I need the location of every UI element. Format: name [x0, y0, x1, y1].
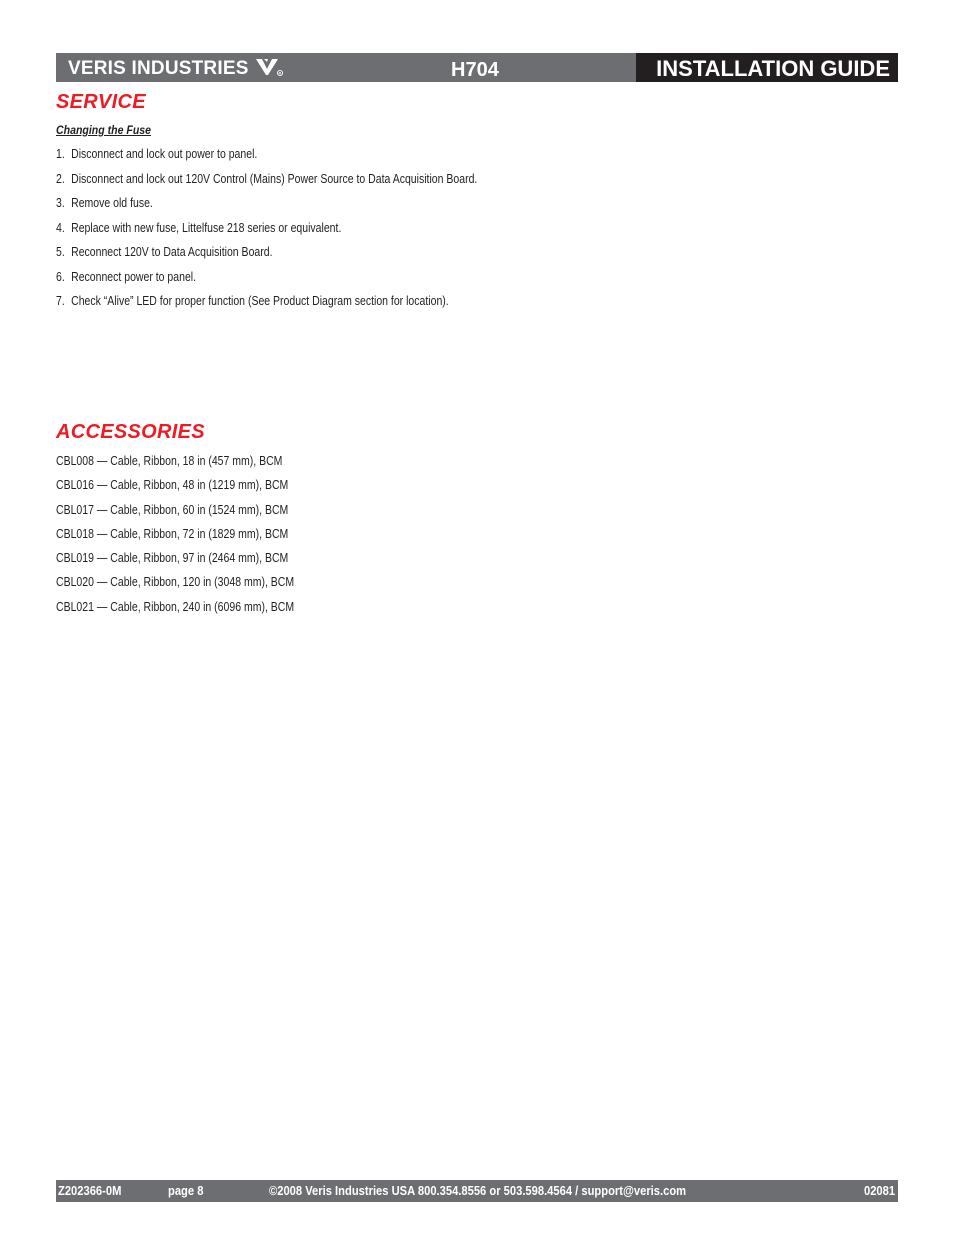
veris-v-logo-icon: [255, 57, 283, 83]
step-text: Remove old fuse.: [71, 196, 153, 210]
model-number: H704: [451, 59, 499, 81]
footer-doc-number: Z202366-0M: [58, 1183, 122, 1198]
accessories-list: [56, 452, 294, 622]
accessory-item: CBL019 — Cable, Ribbon, 97 in (2464 mm), BCM: [56, 551, 289, 566]
step-number: 1.: [56, 147, 65, 161]
step-number: 5.: [56, 245, 65, 259]
step-text: Check “Alive” LED for proper function (See Product Diagram section for location).: [71, 294, 449, 308]
step-text: Replace with new fuse, Littelfuse 218 series or equivalent.: [71, 220, 342, 235]
footer-page-number: page 8: [168, 1183, 204, 1198]
accessory-item: CBL017 — Cable, Ribbon, 60 in (1524 mm), BCM: [56, 502, 289, 517]
step-item: [56, 243, 508, 261]
accessory-item: CBL018 — Cable, Ribbon, 72 in (1829 mm), BCM: [56, 526, 289, 541]
step-item: [56, 145, 508, 163]
step-item: [56, 268, 508, 286]
accessories-title: ACCESSORIES: [56, 421, 205, 443]
service-subheading: Changing the Fuse: [56, 123, 152, 137]
accessory-item: CBL020 — Cable, Ribbon, 120 in (3048 mm), BCM: [56, 575, 295, 590]
step-number: 3.: [56, 196, 65, 210]
step-number: 2.: [56, 171, 65, 186]
service-steps-list: [56, 145, 478, 317]
footer-copyright: ©2008 Veris Industries USA 800.354.8556 or 503.598.4564 / support@veris.com: [269, 1183, 687, 1198]
step-text: Reconnect 120V to Data Acquisition Board.: [71, 245, 273, 259]
step-number: 4.: [56, 220, 65, 235]
svg-text:R: R: [278, 71, 282, 76]
step-text: Disconnect and lock out 120V Control (Mains) Power Source to Data Acquisition Board.: [71, 171, 478, 186]
step-item: [56, 194, 508, 212]
header-bar: [56, 53, 898, 82]
accessory-item: CBL008 — Cable, Ribbon, 18 in (457 mm), BCM: [56, 454, 283, 468]
service-title: SERVICE: [56, 91, 146, 113]
step-item: [56, 170, 508, 188]
accessory-item: CBL016 — Cable, Ribbon, 48 in (1219 mm), BCM: [56, 478, 289, 493]
step-item: [56, 219, 508, 237]
step-number: 6.: [56, 269, 65, 284]
step-number: 7.: [56, 294, 65, 308]
footer-date-code: 02081: [864, 1183, 896, 1198]
step-text: Disconnect and lock out power to panel.: [71, 147, 258, 161]
step-text: Reconnect power to panel.: [71, 269, 197, 284]
brand: [68, 57, 283, 83]
footer-bar: [56, 1180, 898, 1202]
guide-title: INSTALLATION GUIDE: [656, 56, 890, 81]
guide-title-box: [636, 53, 898, 82]
step-item: [56, 292, 508, 310]
brand-name: VERIS INDUSTRIES: [68, 58, 249, 79]
accessory-item: CBL021 — Cable, Ribbon, 240 in (6096 mm), BCM: [56, 599, 295, 614]
